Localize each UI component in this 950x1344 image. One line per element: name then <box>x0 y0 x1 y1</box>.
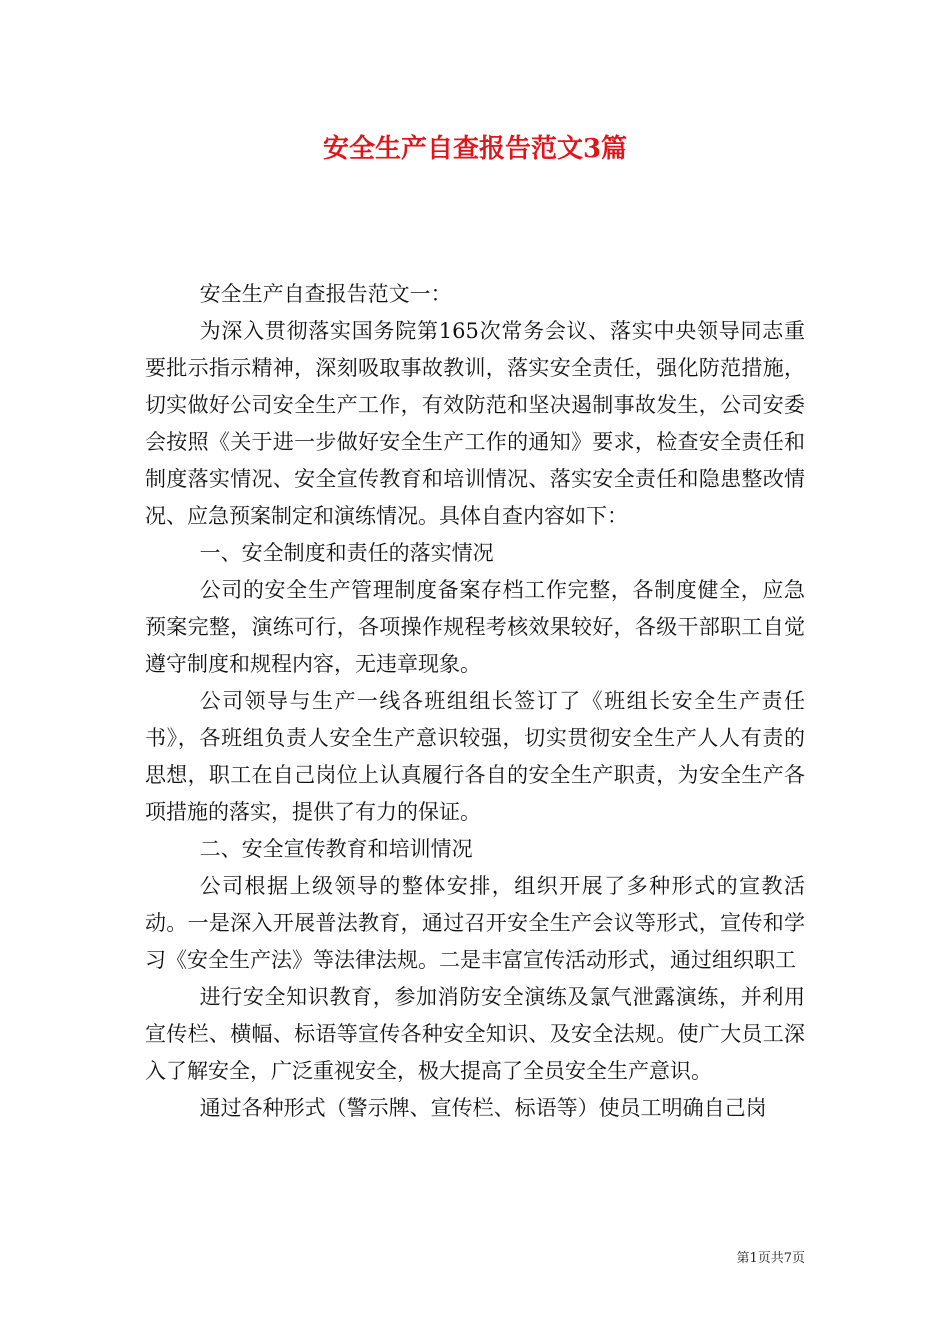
section-heading: 安全生产自查报告范文一： <box>199 282 452 306</box>
body-paragraph: 通过各种形式（警示牌、宣传栏、标语等）使员工明确自己岗 <box>199 1096 767 1120</box>
section-heading: 二、安全宣传教育和培训情况 <box>199 837 473 861</box>
page-number: 第1页共7页 <box>736 1251 805 1266</box>
body-paragraph: 公司的安全生产管理制度备案存档工作完整，各制度健全，应急预案完整，演练可行，各项操作规程考核效果较好，各级干部职工自觉遵守制度和规程内容，无违章现象。 <box>145 578 805 676</box>
body-paragraph: 进行安全知识教育，参加消防安全演练及氯气泄露演练，并利用宣传栏、横幅、标语等宣传各种安全知识、及安全法规。使广大员工深入了解安全，广泛重视安全，极大提高了全员安全生产意识。 <box>145 985 805 1083</box>
body-paragraph: 为深入贯彻落实国务院第165次常务会议、落实中央领导同志重要批示指示精神，深刻吸取事故教训，落实安全责任，强化防范措施，切实做好公司安全生产工作，有效防范和坚决遏制事故发生，公司安委会按照《关于进一步做好安全生产工作的通知》要求，检查安全责任和制度落实情况、安全宣传教育和培训情况、落实安全责任和隐患整改情况、应急预案制定和演练情况。具体自查内容如下： <box>145 319 805 528</box>
document-body <box>145 276 805 1127</box>
page-title: 安全生产自查报告范文3篇 <box>322 134 628 164</box>
section-heading: 一、安全制度和责任的落实情况 <box>199 541 494 565</box>
body-paragraph: 公司领导与生产一线各班组组长签订了《班组长安全生产责任书》，各班组负责人安全生产意识较强，切实贯彻安全生产人人有责的思想，职工在自己岗位上认真履行各自的安全生产职责，为安全生产各项措施的落实，提供了有力的保证。 <box>145 689 805 824</box>
body-paragraph: 公司根据上级领导的整体安排，组织开展了多种形式的宣教活动。一是深入开展普法教育，通过召开安全生产会议等形式，宣传和学习《安全生产法》等法律法规。二是丰富宣传活动形式，通过组织职工 <box>145 874 805 972</box>
